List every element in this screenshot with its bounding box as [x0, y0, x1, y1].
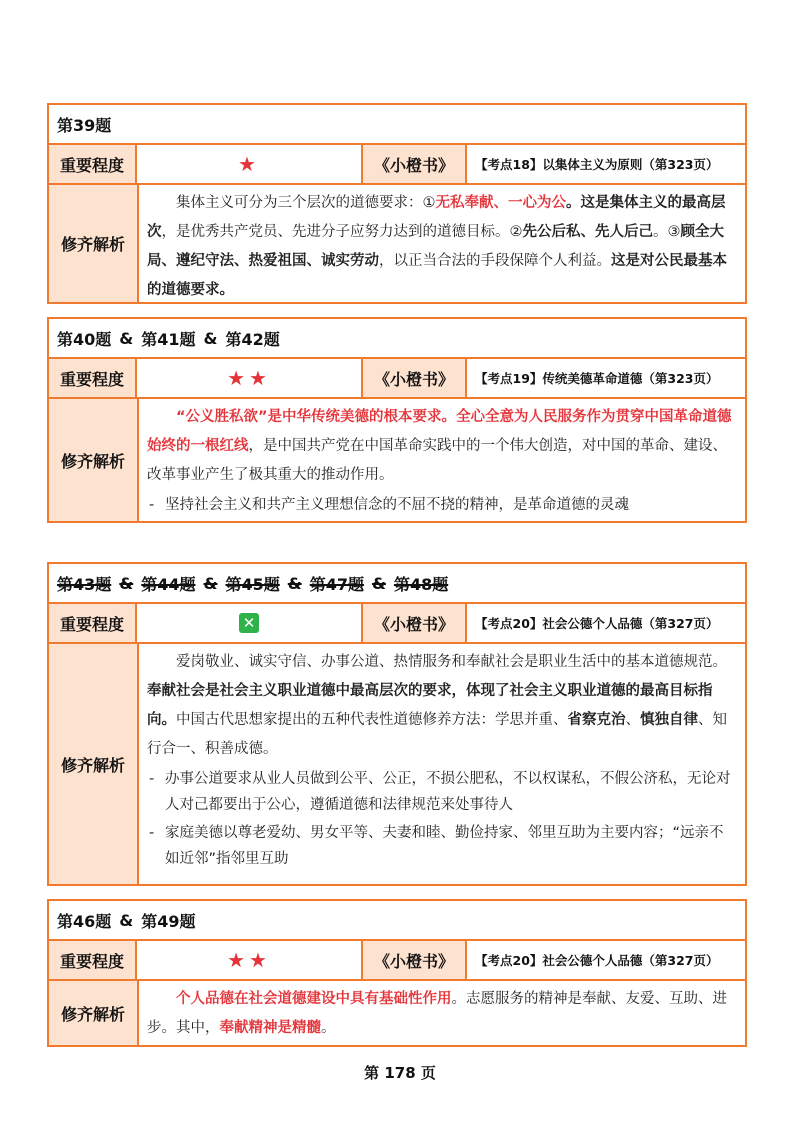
title-part: 第41题 — [141, 329, 196, 349]
question-block-39 — [47, 103, 747, 304]
block-title — [49, 105, 745, 145]
analysis-row — [49, 644, 745, 884]
highlight-bold: 省察克治 — [567, 712, 626, 728]
star-rating: ★ — [137, 145, 363, 183]
highlight-bold: 这是对公民最基本的道德要求。 — [147, 253, 727, 298]
text-segment: 。 — [566, 195, 581, 211]
text-segment: 爱岗敬业、诚实守信、办事公道、热情服务和奉献社会是职业生活中的基本道德规范。 — [176, 654, 727, 670]
title-amp: & — [203, 328, 218, 348]
highlight-bold: 慎独自律 — [640, 712, 698, 728]
title-part: 第49题 — [141, 911, 196, 931]
bullet-item: - 办事公道要求从业人员做到公平、公正，不损公肥私，不以权谋私，不假公济私，无论对人对己都要出于公心，遵循道德和法律规范来处事待人 — [147, 766, 735, 818]
reference-text: 【考点20】社会公德个人品德（第327页） — [475, 953, 719, 968]
text-segment: 。 — [321, 1020, 336, 1036]
reference-text: 【考点20】社会公德个人品德（第327页） — [475, 616, 719, 631]
highlight-bold: 这是集体主义的最高层次 — [147, 195, 726, 240]
page-number: 第 178 页 — [364, 1064, 436, 1082]
analysis-label: 修齐解析 — [49, 981, 139, 1045]
book-label: 《小橙书》 — [363, 359, 467, 397]
question-block-46-49 — [47, 899, 747, 1047]
analysis-label: 修齐解析 — [49, 399, 139, 521]
importance-label: 重要程度 — [49, 359, 137, 397]
analysis-row — [49, 981, 745, 1045]
block-title — [49, 564, 745, 604]
title-amp: & — [119, 910, 134, 930]
title-part-struck: 第43题 — [57, 574, 112, 594]
analysis-label: 修齐解析 — [49, 644, 139, 884]
highlight-bold: 先公后私、先人后己 — [522, 224, 653, 240]
title-amp: & — [203, 573, 218, 593]
book-label: 《小橙书》 — [363, 604, 467, 642]
analysis-text — [139, 981, 745, 1045]
analysis-text — [139, 644, 745, 884]
highlight-red: 奉献精神是精髓 — [219, 1020, 321, 1036]
star-rating: ★★ — [137, 359, 363, 397]
text-segment: 、知行合一、积善成德。 — [147, 712, 727, 757]
title-part-struck: 第47题 — [309, 574, 364, 594]
title-part: 第40题 — [57, 329, 112, 349]
cross-mark-icon: ✕ — [239, 613, 259, 633]
reference-text: 【考点18】以集体主义为原则（第323页） — [475, 157, 719, 172]
title-part-struck: 第44题 — [141, 574, 196, 594]
analysis-row — [49, 185, 745, 302]
title-part: 第42题 — [225, 329, 280, 349]
analysis-text — [139, 399, 745, 521]
title-amp: & — [119, 573, 134, 593]
block-title — [49, 319, 745, 359]
importance-cell — [137, 604, 363, 642]
bullet-item: - 坚持社会主义和共产主义理想信念的不屈不挠的精神，是革命道德的灵魂 — [147, 492, 735, 518]
highlight-red: 个人品德在社会道德建设中具有基础性作用 — [176, 991, 452, 1007]
bullet-item: - 家庭美德以尊老爱幼、男女平等、夫妻和睦、勤俭持家、邻里互助为主要内容；“远亲不如近邻”指邻里互助 — [147, 820, 735, 872]
importance-label: 重要程度 — [49, 145, 137, 183]
info-row — [49, 145, 745, 185]
reference-text: 【考点19】传统美德革命道德（第323页） — [475, 371, 719, 386]
text-segment: 、 — [625, 712, 640, 728]
title-amp: & — [371, 573, 386, 593]
analysis-text — [139, 185, 745, 302]
info-row — [49, 604, 745, 644]
importance-label: 重要程度 — [49, 604, 137, 642]
title-part-struck: 第48题 — [393, 574, 449, 594]
title-part: 第46题 — [57, 911, 112, 931]
text-segment: ，是优秀共产党员、先进分子应努力达到的道德目标。② — [161, 224, 523, 240]
highlight-bold: 顾全大局、遵纪守法、热爱祖国、诚实劳动 — [147, 224, 724, 269]
highlight-red: 无私奉献、一心为公 — [435, 195, 566, 211]
info-row — [49, 359, 745, 399]
block-title — [49, 901, 745, 941]
title-amp: & — [287, 573, 302, 593]
question-block-43-48 — [47, 562, 747, 886]
highlight-red: “公义胜私欲”是中华传统美德的根本要求。 — [176, 409, 457, 425]
text-segment: 集体主义可分为三个层次的道德要求：① — [176, 195, 436, 211]
highlight-bold: 奉献社会是社会主义职业道德中最高层次的要求，体现了社会主义职业道德的最高目标指向。 — [147, 683, 713, 728]
book-label: 《小橙书》 — [363, 941, 467, 979]
title-part-struck: 第45题 — [225, 574, 280, 594]
text-segment: 。志愿服务的精神是奉献、友爱、互助、进步。其中， — [147, 991, 727, 1036]
highlight-red: 全心全意为人民服务作为贯穿中国革命道德始终的一根红线 — [147, 409, 732, 454]
text-segment: 中国古代思想家提出的五种代表性道德修养方法：学思并重、 — [176, 712, 568, 728]
analysis-row — [49, 399, 745, 521]
importance-label: 重要程度 — [49, 941, 137, 979]
analysis-label: 修齐解析 — [49, 185, 139, 302]
text-segment: ，是中国共产党在中国革命实践中的一个伟大创造，对中国的革命、建设、改革事业产生了极其重大的推动作用。 — [147, 438, 727, 483]
title-amp: & — [119, 328, 134, 348]
text-segment: 。③ — [653, 224, 681, 240]
text-segment: ，以正当合法的手段保障个人利益。 — [379, 253, 611, 269]
info-row — [49, 941, 745, 981]
book-label: 《小橙书》 — [363, 145, 467, 183]
title-text: 第39题 — [57, 115, 112, 135]
question-block-40-42 — [47, 317, 747, 523]
star-rating: ★★ — [137, 941, 363, 979]
